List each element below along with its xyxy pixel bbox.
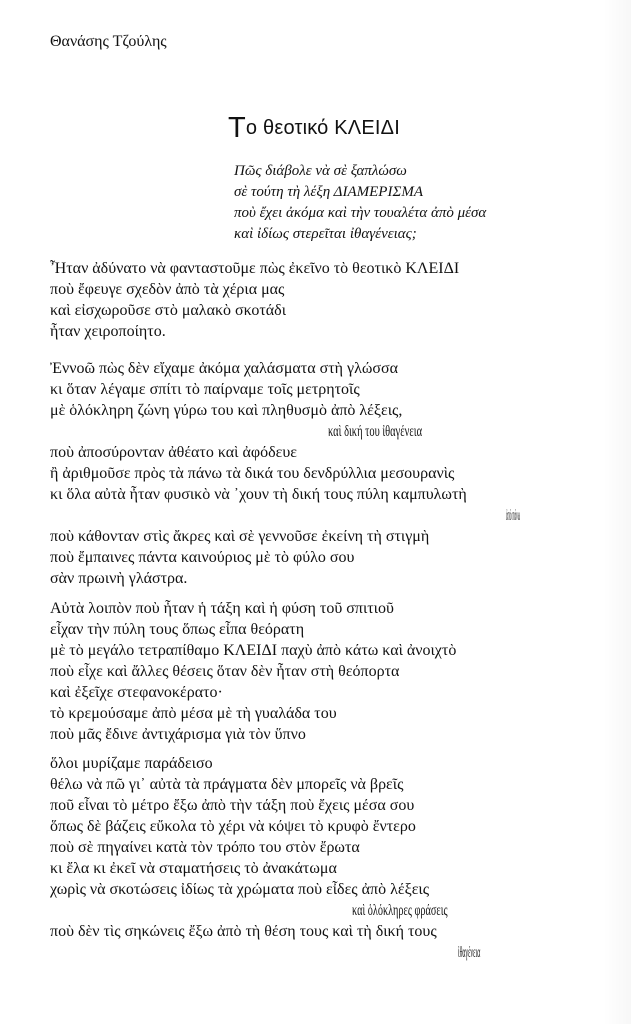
verse-line-continuation: ἰθαγένεια [458, 944, 481, 961]
epigraph [234, 161, 486, 245]
verse-line-continuation: ἀπὸ πάνω [506, 507, 521, 524]
epigraph-line: σὲ τούτη τὴ λέξη ΔΙΑΜΕΡΙΣΜΑ [234, 184, 424, 200]
epigraph-line: καὶ ἰδίως στερεῖται ἰθαγένειας; [234, 226, 417, 242]
stanza-3 [50, 598, 456, 745]
author-name: Θανάσης Τζούλης [50, 33, 167, 50]
verse-line: ἦταν χειροποίητο. [50, 323, 166, 340]
stanza-1 [50, 258, 459, 342]
title-rest: ο θεοτικό ΚΛΕΙΔΙ [245, 117, 400, 139]
verse-line: ποὺ ἔμπαινες πάντα καινούριος μὲ τὸ φύλο σου [50, 549, 355, 566]
verse-line: ποὺ ἀποσύρονταν ἀθέατο καὶ ἀφόδευε [50, 444, 297, 461]
verse-line: ποὺ μᾶς ἔδινε ἀντιχάρισμα γιὰ τὸν ὕπνο [50, 726, 306, 743]
epigraph-line: ποὺ ἔχει ἀκόμα καὶ τὴν τουαλέτα ἀπὸ μέσα [234, 205, 487, 221]
verse-line: Ἦταν ἀδύνατο νὰ φανταστοῦμε πὼς ἐκεῖνο τὸ θεοτικὸ ΚΛΕΙΔΙ [50, 260, 460, 277]
verse-line: ποὺ δὲν τὶς σηκώνεις ἔξω ἀπὸ τὴ θέση τους καὶ τὴ δική τους [50, 923, 437, 940]
verse-line: ποῦ εἶναι τὸ μέτρο ἔξω ἀπὸ τὴν τάξη ποὺ ἔχεις μέσα σου [50, 797, 415, 814]
verse-line: ποὺ κάθονταν στὶς ἄκρες καὶ σὲ γεννοῦσε ἐκείνη τὴ στιγμὴ [50, 528, 430, 545]
stanza-2 [50, 358, 521, 589]
verse-line-continuation: καὶ ὁλόκληρες φράσεις [352, 902, 448, 919]
verse-line: Ἐννοῶ πὼς δὲν εἴχαμε ἀκόμα χαλάσματα στὴ γλώσσα [50, 360, 398, 377]
verse-line: χωρὶς νὰ σκοτώσεις ἰδίως τὰ χρώματα ποὺ εἶδες ἀπὸ λέξεις [50, 881, 430, 898]
verse-line: κι ἔλα κι ἐκεῖ νὰ σταματήσεις τὸ ἀνακάτωμα [50, 860, 337, 877]
verse-line: Αὐτὰ λοιπὸν ποὺ ἦταν ἡ τάξη καὶ ἡ φύση τοῦ σπιτιοῦ [50, 600, 394, 617]
poem-title [228, 113, 400, 143]
verse-line: κι ὅταν λέγαμε σπίτι τὸ παίρναμε τοῖς μετρητοῖς [50, 381, 360, 398]
verse-line: ἢ ἀριθμοῦσε πρὸς τὰ πάνω τὰ δικά του δενδρύλλια μεσουρανὶς [50, 465, 455, 482]
stanza-4 [50, 753, 481, 963]
verse-line-continuation: καὶ δική του ἰθαγένεια [328, 423, 423, 440]
verse-line: καὶ ἐξεῖχε στεφανοκέρατο· [50, 684, 223, 701]
verse-line: τὸ κρεμούσαμε ἀπὸ μέσα μὲ τὴ γυαλάδα του [50, 705, 337, 722]
verse-line: ποὺ σὲ πηγαίνει κατὰ τὸν τρόπο του στὸν ἔρωτα [50, 839, 360, 856]
verse-line: θέλω νὰ πῶ γι᾽ αὐτὰ τὰ πράγματα δὲν μπορεῖς νὰ βρεῖς [50, 776, 404, 793]
verse-line: ὅπως δὲ βάζεις εὔκολα τὸ χέρι νὰ κόψει τὸ κρυφὸ ἔντερο [50, 818, 416, 835]
verse-line: σὰν πρωινὴ γλάστρα. [50, 570, 188, 587]
verse-line: εἶχαν τὴν πύλη τους ὅπως εἶπα θεόρατη [50, 621, 305, 638]
verse-line: μὲ ὁλόκληρη ζώνη γύρω του καὶ πληθυσμὸ ἀπὸ λέξεις, [50, 402, 403, 419]
verse-line: μὲ τὸ μεγάλο τετραπίθαμο ΚΛΕΙΔΙ παχὺ ἀπὸ κάτω καὶ ἀνοιχτὸ [50, 642, 457, 659]
verse-line: ποὺ ἔφευγε σχεδὸν ἀπὸ τὰ χέρια μας [50, 281, 285, 298]
title-initial: Τ [228, 112, 246, 144]
verse-line: ὅλοι μυρίζαμε παράδεισο [50, 755, 213, 772]
verse-line: κι ὅλα αὐτὰ ἦταν φυσικὸ νὰ ᾽χουν τὴ δική τους πύλη καμπυλωτὴ [50, 486, 467, 503]
epigraph-line: Πῶς διάβολε νὰ σὲ ξαπλώσω [234, 163, 407, 179]
page-edge-shadow [603, 0, 631, 1024]
verse-line: ποὺ εἶχε καὶ ἄλλες θέσεις ὅταν δὲν ἦταν στὴ θεόπορτα [50, 663, 400, 680]
verse-line: καὶ εἰσχωροῦσε στὸ μαλακὸ σκοτάδι [50, 302, 286, 319]
